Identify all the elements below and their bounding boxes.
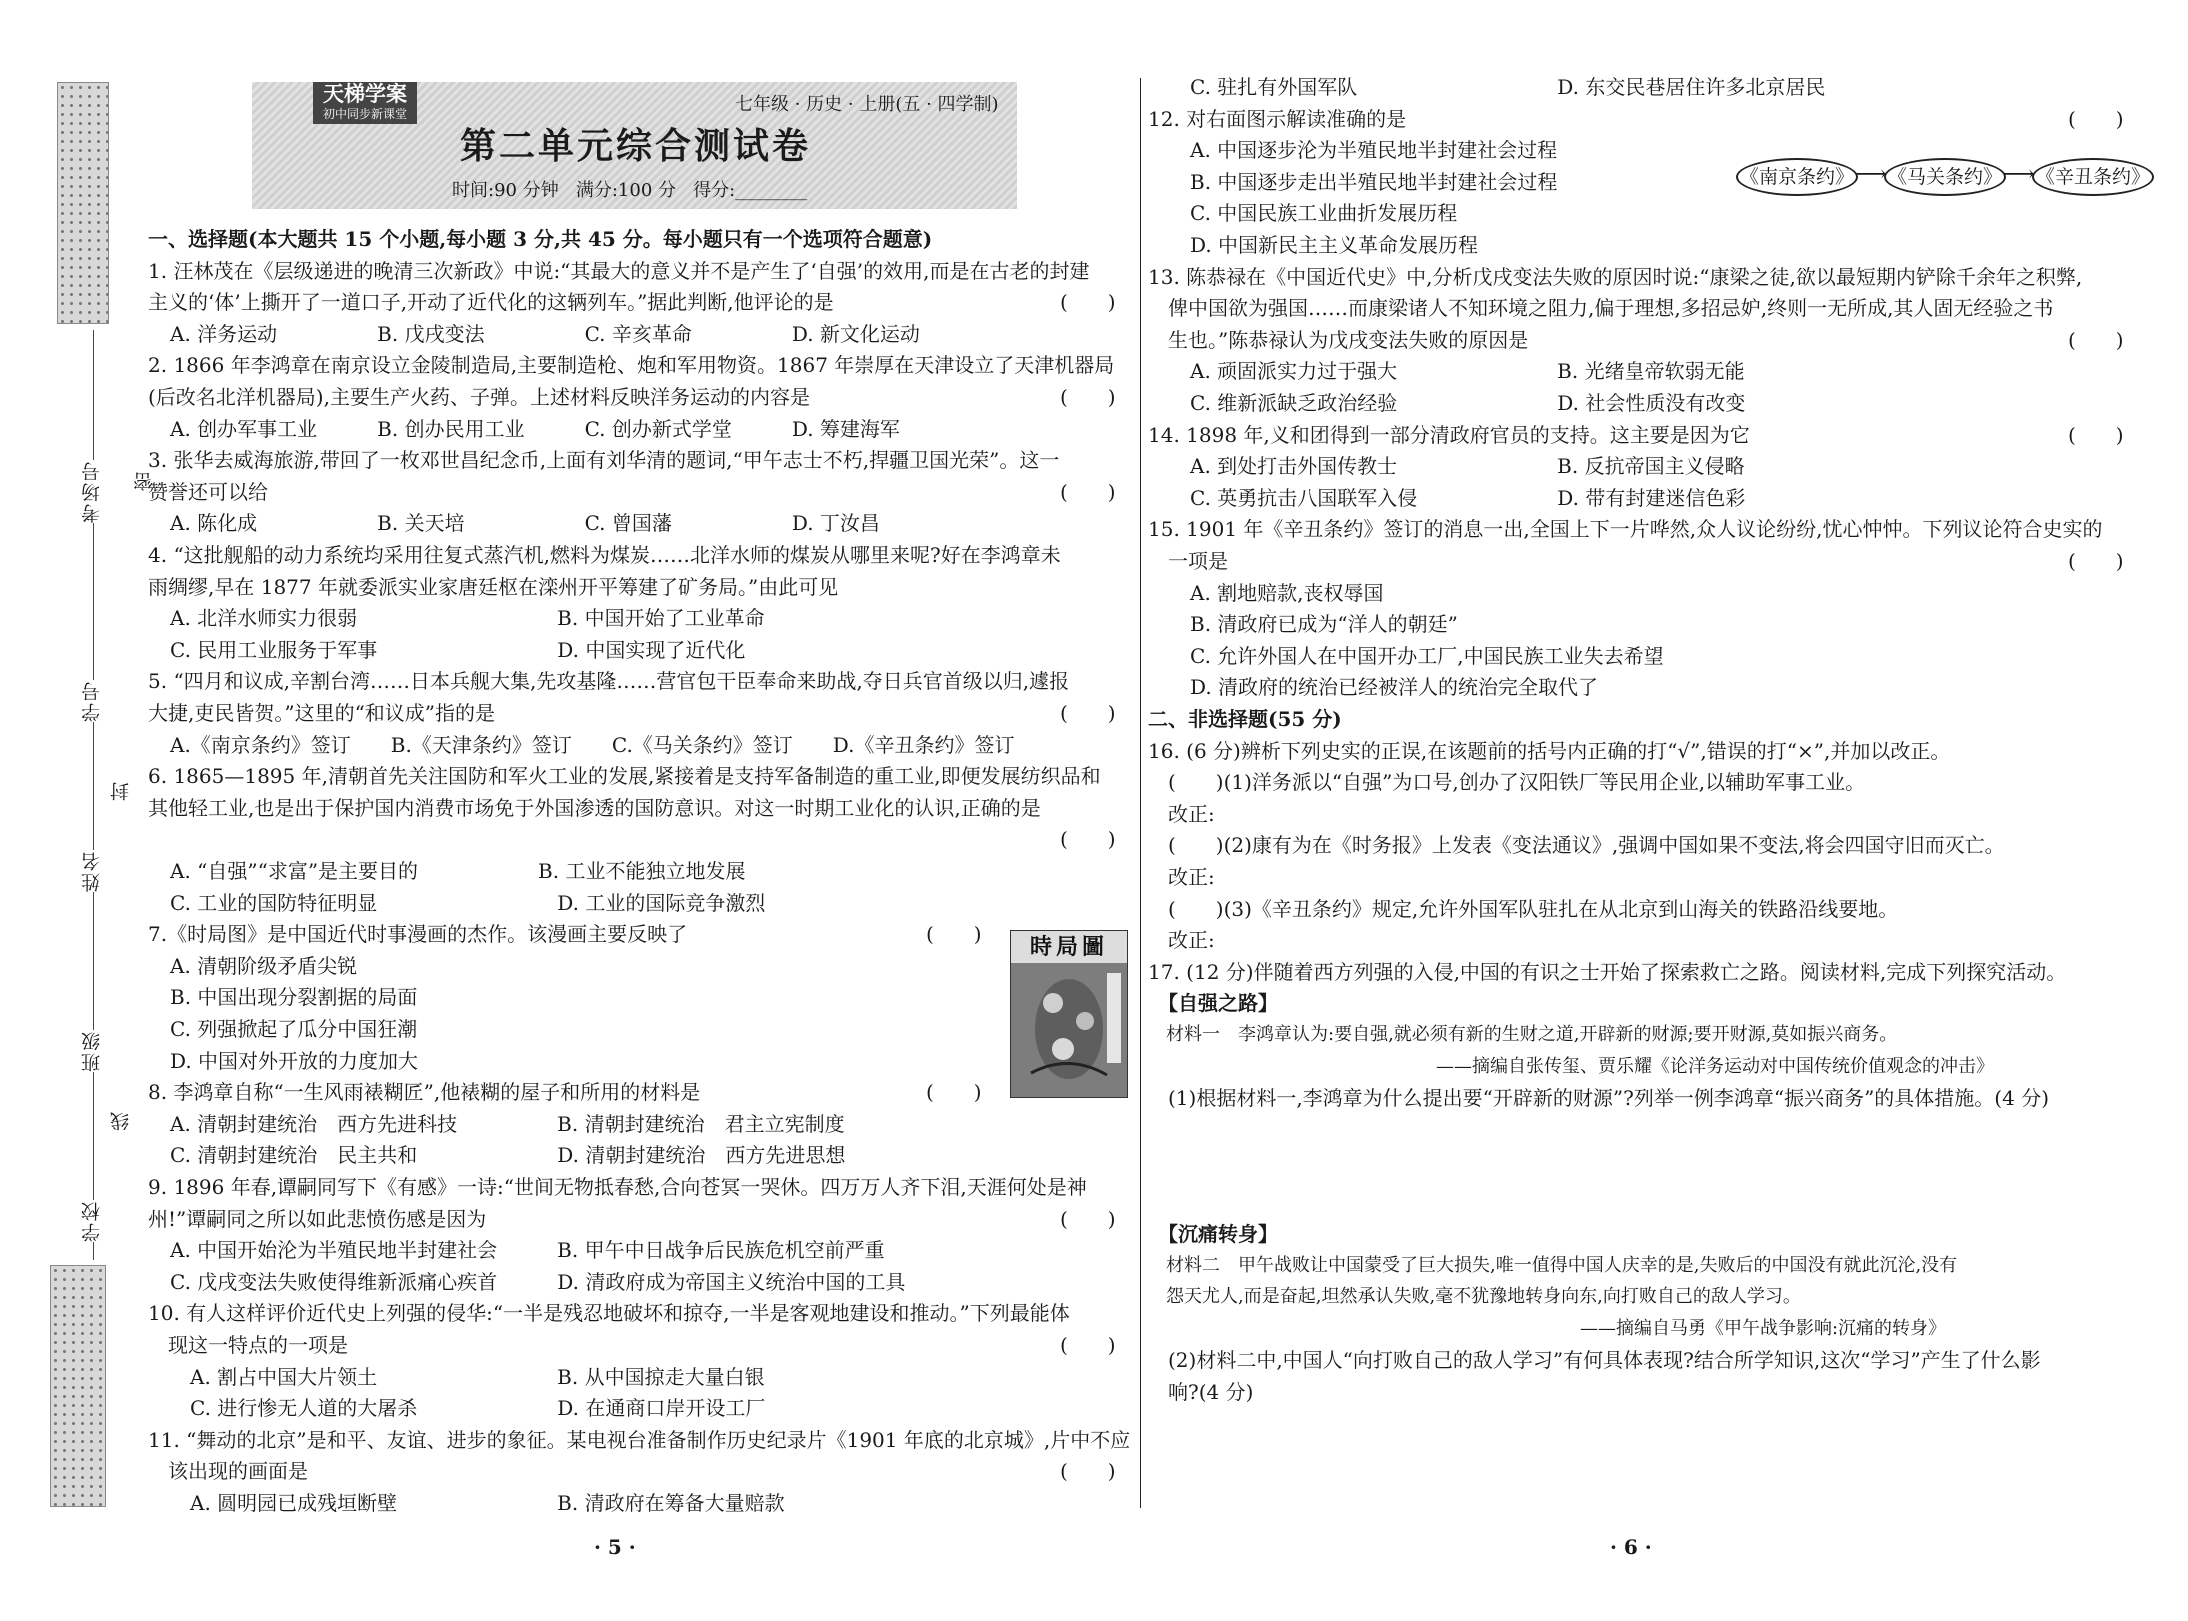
- option-line: B. 清政府已成为“洋人的朝廷”: [1170, 612, 1458, 637]
- question-line: 7.《时局图》是中国近代时事漫画的杰作。该漫画主要反映了: [148, 922, 688, 947]
- option-line: C. 工业的国防特征明显 D. 工业的国际竞争激烈: [170, 890, 766, 915]
- question-line: 改正:: [1148, 801, 1215, 826]
- answer-bracket[interactable]: ( ): [2068, 549, 2124, 573]
- question-line: 4. “这批舰船的动力系统均采用往复式蒸汽机,燃料为煤炭……北洋水师的煤炭从哪里来呢?好在李鸿章未: [148, 543, 1061, 567]
- question-line: 2. 1866 年李鸿章在南京设立金陵制造局,主要制造枪、炮和军用物资。1867 年崇厚在天津设立了天津机器局: [148, 353, 1115, 378]
- section-heading: 【沉痛转身】: [1148, 1222, 1278, 1246]
- question-line: ——摘编自马勇《甲午战争影响:沉痛的转身》: [1148, 1317, 1947, 1339]
- answer-bracket[interactable]: ( ): [2068, 422, 2124, 447]
- option-line: A. “自强”“求富”是主要目的 B. 工业不能独立地发展: [170, 859, 746, 883]
- section-heading: 【自强之路】: [1148, 991, 1278, 1016]
- question-line: 大捷,吏民皆贺。”这里的“和议成”指的是: [148, 701, 496, 725]
- option-line: A. 中国开始沦为半殖民地半封建社会 B. 甲午中日战争后民族危机空前严重: [170, 1238, 885, 1263]
- label-seal2: 封: [107, 780, 134, 801]
- question-line: (后改名北洋机器局),主要生产火药、子弹。上述材料反映洋务运动的内容是: [148, 385, 810, 409]
- question-line: 6. 1865—1895 年,清朝首先关注国防和军火工业的发展,紧接着是支持军备制造的重工业,即便发展纺织品和: [148, 764, 1101, 789]
- option-line: C. 进行惨无人道的大屠杀 D. 在通商口岸开设工厂: [170, 1396, 766, 1421]
- question-line: 生也。”陈恭禄认为戊戌变法失败的原因是: [1148, 327, 1529, 352]
- question-line: 1. 汪林茂在《层级递进的晚清三次新政》中说:“其最大的意义并不是产生了‘自强’的效用,而是在古老的封建: [148, 258, 1090, 283]
- binding-pattern-bottom: [50, 1265, 106, 1507]
- brand-name: 天梯学案: [323, 81, 407, 106]
- question-line: ( )(2)康有为在《时务报》上发表《变法通议》,强调中国如果不变法,将会四国守旧而灭亡。: [1148, 833, 2005, 858]
- option-line: A. 中国逐步沦为半殖民地半封建社会过程: [1170, 138, 1558, 163]
- option-line: C. 维新派缺乏政治经验 D. 社会性质没有改变: [1170, 391, 1746, 415]
- answer-bracket[interactable]: ( ): [926, 922, 982, 947]
- option-line: A. 清朝封建统治 西方先进科技 B. 清朝封建统治 君主立宪制度: [170, 1111, 845, 1136]
- option-line: A. 到处打击外国传教士 B. 反抗帝国主义侵略: [1170, 454, 1745, 479]
- question-line: (2)材料二中,中国人“向打败自己的敌人学习”有何具体表现?结合所学知识,这次“学习”产生了什么影: [1148, 1348, 2041, 1373]
- question-line: 改正:: [1148, 865, 1215, 889]
- question-line: 州!”谭嗣同之所以如此悲愤伤感是因为: [148, 1206, 487, 1231]
- arrow-1: ⟶: [1855, 162, 1887, 187]
- question-line: 材料一 李鸿章认为:要自强,就必须有新的生财之道,开辟新的财源;要开财源,莫如振兴商务。: [1148, 1024, 1898, 1045]
- option-line: D. 清政府的统治已经被洋人的统治完全取代了: [1170, 675, 1599, 700]
- binding-pattern-top: [57, 82, 109, 324]
- option-line: A. 圆明园已成残垣断壁 B. 清政府在筹备大量赔款: [170, 1491, 785, 1515]
- question-line: 5. “四月和议成,辛割台湾……日本兵舰大集,先攻基隆……营官包干臣奉命来助战,夺日兵官首级以归,遽报: [148, 669, 1070, 694]
- option-line: C. 民用工业服务于军事 D. 中国实现了近代化: [170, 637, 746, 662]
- answer-bracket[interactable]: ( ): [2068, 327, 2124, 352]
- cartoon-title: 時局圖: [1011, 931, 1127, 963]
- question-line: 该出现的画面是: [148, 1459, 308, 1484]
- option-line: C. 列强掀起了瓜分中国狂潮: [170, 1017, 418, 1041]
- cartoon-figures: [1011, 963, 1127, 1097]
- question-line: ——摘编自张传玺、贾乐耀《论洋务运动对中国传统价值观念的冲击》: [1148, 1055, 1994, 1077]
- question-line: 怨天尤人,而是奋起,坦然承认失败,毫不犹豫地转身向东,向打败自己的敌人学习。: [1148, 1286, 1801, 1308]
- answer-bracket[interactable]: ( ): [1060, 1206, 1116, 1231]
- page-number-6: · 6 ·: [1610, 1535, 1652, 1559]
- page-title: 第二单元综合测试卷: [460, 125, 812, 167]
- question-line: 16. (6 分)辨析下列史实的正误,在该题前的括号内正确的打“√”,错误的打“×”,并加以改正。: [1148, 738, 1951, 763]
- label-line: 线: [107, 1110, 134, 1131]
- question-line: 雨绸缪,早在 1877 年就委派实业家唐廷枢在滦州开平筹建了矿务局。”由此可见: [148, 574, 839, 599]
- column-divider: [1140, 78, 1141, 1508]
- question-line: 主义的‘体’上撕开了一道口子,开动了近代化的这辆列车。”据此判断,他评论的是: [148, 290, 834, 315]
- section-heading: 二、非选择题(55 分): [1148, 707, 1342, 731]
- label-name: 姓名: [78, 850, 105, 892]
- question-line: 8. 李鸿章自称“一生风雨裱糊匠”,他裱糊的屋子和所用的材料是: [148, 1080, 701, 1105]
- question-line: ( )(3)《辛丑条约》规定,允许外国军队驻扎在从北京到山海关的铁路沿线要地。: [1148, 896, 1899, 921]
- treaty-xinchou: 《辛丑条约》: [2032, 158, 2154, 196]
- test-meta: 时间:90 分钟 满分:100 分 得分:________: [452, 180, 808, 201]
- grade-info: 七年级 · 历史 · 上册(五 · 四学制): [735, 94, 999, 115]
- question-line: ( )(1)洋务派以“自强”为口号,创办了汉阳铁厂等民用企业,以辅助军事工业。: [1148, 770, 1866, 795]
- label-seal: 密: [133, 470, 155, 491]
- option-line: D. 中国对外开放的力度加大: [170, 1048, 419, 1073]
- label-school: 学校: [78, 1200, 105, 1242]
- section-heading: 一、选择题(本大题共 15 个小题,每小题 3 分,共 45 分。每小题只有一个选项符合题意): [148, 227, 933, 251]
- option-line: C. 驻扎有外国军队 D. 东交民巷居住许多北京居民: [1170, 75, 1826, 99]
- question-line: 材料二 甲午战败让中国蒙受了巨大损失,唯一值得中国人庆幸的是,失败后的中国没有就此沉沦,没有: [1148, 1254, 1958, 1276]
- treaty-nanjing: 《南京条约》: [1736, 158, 1858, 196]
- option-line: A.《南京条约》签订 B.《天津条约》签订 C.《马关条约》签订 D.《辛丑条约》签订: [170, 732, 1015, 757]
- option-line: C. 清朝封建统治 民主共和 D. 清朝封建统治 西方先进思想: [170, 1143, 846, 1168]
- option-line: A. 北洋水师实力很弱 B. 中国开始了工业革命: [170, 606, 765, 631]
- brand-sub: 初中同步新课堂: [322, 107, 407, 121]
- question-line: 13. 陈恭禄在《中国近代史》中,分析戊戌变法失败的原因时说:“康梁之徒,欲以最短期内铲除千余年之积弊,: [1148, 264, 2083, 289]
- option-line: A. 清朝阶级矛盾尖锐: [170, 953, 358, 978]
- question-line: 10. 有人这样评价近代史上列强的侵华:“一半是残忍地破坏和掠夺,一半是客观地建设和推动。”下列最能体: [148, 1301, 1070, 1326]
- option-line: D. 中国新民主主义革命发展历程: [1170, 233, 1479, 257]
- label-student-no: 学号: [78, 680, 105, 722]
- question-line: (1)根据材料一,李鸿章为什么提出要“开辟新的财源”?列举一例李鸿章“振兴商务”的具体措施。(4 分): [1148, 1086, 2049, 1111]
- answer-bracket[interactable]: ( ): [2068, 106, 2124, 131]
- question-line: 改正:: [1148, 928, 1215, 953]
- option-line: A. 洋务运动 B. 戊戌变法 C. 辛亥革命 D. 新文化运动: [170, 321, 920, 346]
- label-class: 班级: [78, 1030, 105, 1072]
- answer-bracket[interactable]: ( ): [1060, 1459, 1116, 1484]
- option-line: C. 戊戌变法失败使得维新派痛心疾首 D. 清政府成为帝国主义统治中国的工具: [170, 1269, 906, 1294]
- arrow-2: ⟶: [2003, 162, 2035, 187]
- question-line: 3. 张华去威海旅游,带回了一枚邓世昌纪念币,上面有刘华清的题词,“甲午志士不朽,捍疆卫国光荣”。这一: [148, 448, 1060, 473]
- question-line: 15. 1901 年《辛丑条约》签订的消息一出,全国上下一片哗然,众人议论纷纷,忧心忡忡。下列议论符合史实的: [1148, 517, 2103, 542]
- answer-bracket[interactable]: ( ): [1060, 827, 1116, 852]
- option-line: A. 顽固派实力过于强大 B. 光绪皇帝软弱无能: [1170, 359, 1745, 384]
- treaty-maguan: 《马关条约》: [1884, 158, 2006, 196]
- question-line: 12. 对右面图示解读准确的是: [1148, 106, 1407, 131]
- brand-logo: [313, 82, 417, 124]
- label-exam-room: 考场号: [78, 460, 105, 523]
- option-line: A. 创办军事工业 B. 创办民用工业 C. 创办新式学堂 D. 筹建海军: [170, 416, 900, 441]
- answer-bracket[interactable]: ( ): [1060, 385, 1116, 409]
- page-number-5: · 5 ·: [594, 1535, 636, 1559]
- option-line: C. 英勇抗击八国联军入侵 D. 带有封建迷信色彩: [1170, 485, 1746, 510]
- question-line: 9. 1896 年春,谭嗣同写下《有感》一诗:“世间无物抵春愁,合向苍冥一哭休。四万万人齐下泪,天涯何处是神: [148, 1175, 1087, 1199]
- question-line: 俾中国欲为强国……而康梁诸人不知环境之阻力,偏于理想,多招忌妒,终则一无所成,其人固无经验之书: [1148, 296, 2054, 321]
- answer-bracket[interactable]: ( ): [926, 1080, 982, 1105]
- option-line: C. 中国民族工业曲折发展历程: [1170, 201, 1458, 226]
- option-line: B. 中国逐步走出半殖民地半封建社会过程: [1170, 169, 1558, 194]
- question-line: 11. “舞动的北京”是和平、友谊、进步的象征。某电视台准备制作历史纪录片《1901 年底的北京城》,片中不应: [148, 1427, 1131, 1452]
- option-line: A. 割地赔款,丧权辱国: [1170, 580, 1384, 605]
- option-line: A. 割占中国大片领土 B. 从中国掠走大量白银: [170, 1364, 765, 1389]
- option-line: B. 中国出现分裂割据的局面: [170, 985, 418, 1010]
- option-line: C. 允许外国人在中国开办工厂,中国民族工业失去希望: [1170, 643, 1664, 668]
- option-line: A. 陈化成 B. 关天培 C. 曾国藩 D. 丁汝昌: [170, 511, 880, 536]
- cartoon-image: [1010, 930, 1128, 1098]
- question-line: 一项是: [1148, 549, 1228, 573]
- question-line: 现这一特点的一项是: [148, 1333, 348, 1357]
- question-line: 17. (12 分)伴随着西方列强的入侵,中国的有识之士开始了探索救亡之路。阅读材料,完成下列探究活动。: [1148, 959, 2067, 984]
- question-line: 其他轻工业,也是出于保护国内消费市场免于外国渗透的国防意识。对这一时期工业化的认识,正确的是: [148, 795, 1041, 820]
- answer-bracket[interactable]: ( ): [1060, 701, 1116, 725]
- answer-bracket[interactable]: ( ): [1060, 1333, 1116, 1357]
- question-line: 赞誉还可以给: [148, 479, 268, 504]
- answer-bracket[interactable]: ( ): [1060, 290, 1116, 315]
- answer-bracket[interactable]: ( ): [1060, 479, 1116, 504]
- question-line: 14. 1898 年,义和团得到一部分清政府官员的支持。这主要是因为它: [1148, 422, 1750, 447]
- question-line: 响?(4 分): [1148, 1380, 1254, 1404]
